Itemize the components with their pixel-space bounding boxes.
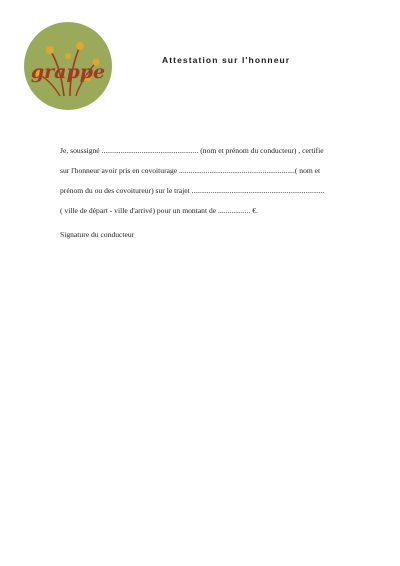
body-line-2: sur l'honneur avoir pris en covoiturage .............................................................( nom et	[60, 166, 321, 175]
signature-label: Signature du conducteur	[60, 230, 135, 239]
page-title: Attestation sur l'honneur	[162, 55, 291, 65]
logo-wordmark: grappe	[30, 61, 106, 83]
body-line-4: ( ville de départ - ville d'arrivé) pour un montant de ................. €.	[60, 206, 258, 215]
body-line-1: Je, soussigné ................................................... (nom et prénom du conducteur) , certifie	[60, 146, 324, 155]
grappe-logo	[24, 22, 112, 110]
body-line-3: prénom du ou des covoitureur) sur le trajet ......................................................................	[60, 186, 325, 195]
